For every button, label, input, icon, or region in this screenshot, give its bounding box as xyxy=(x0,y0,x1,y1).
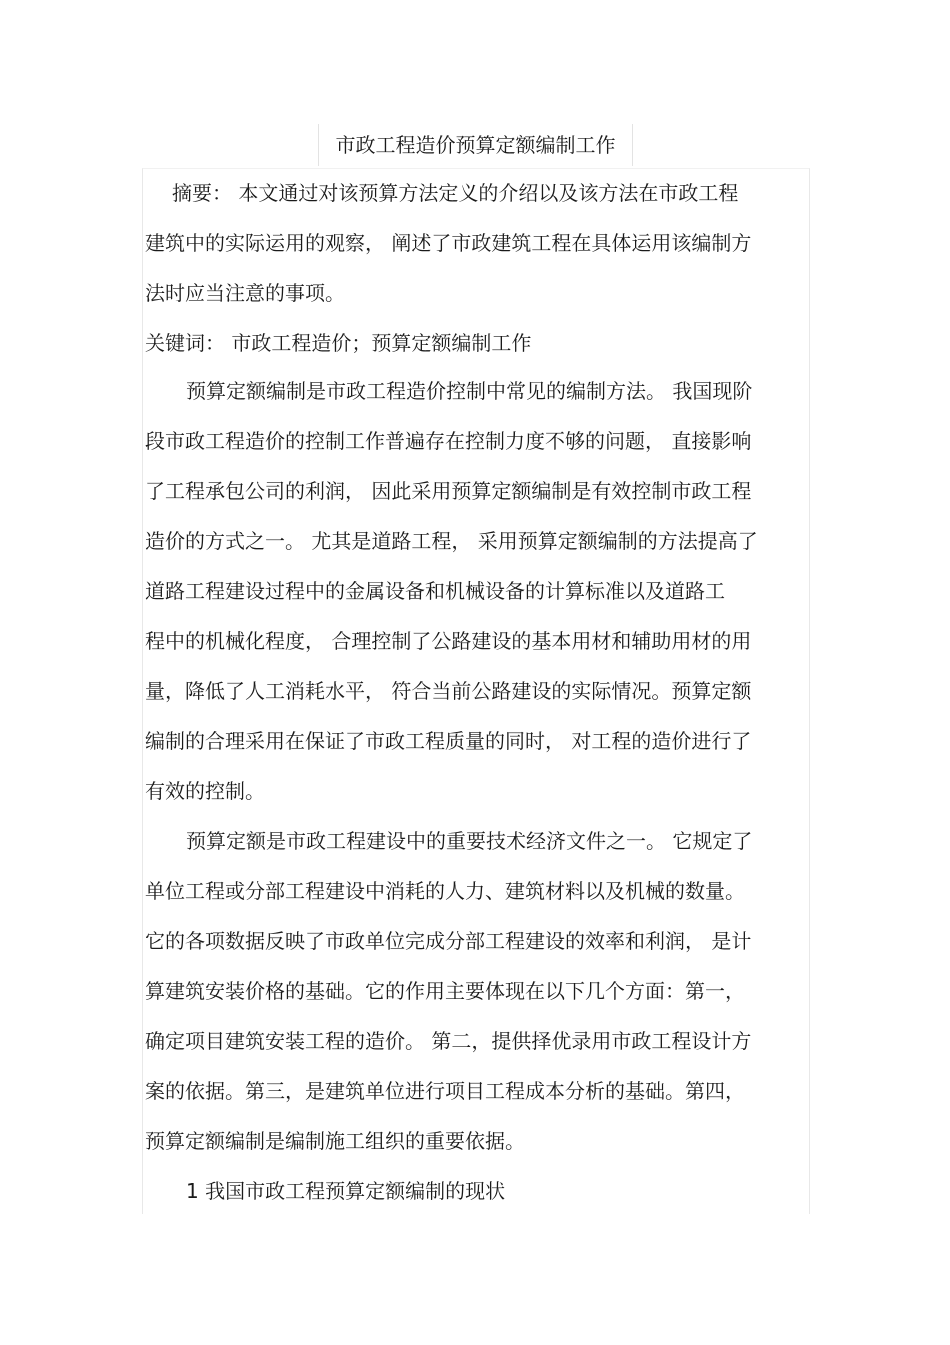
keywords-line: 关键词： 市政工程造价；预算定额编制工作 xyxy=(145,331,532,355)
paragraph1-line-5: 道路工程建设过程中的金属设备和机械设备的计算标准以及道路工 xyxy=(145,579,725,603)
paragraph2-line-7: 预算定额编制是编制施工组织的重要依据。 xyxy=(145,1129,525,1153)
paragraph2-line-6: 案的依据。第三，是建筑单位进行项目工程成本分析的基础。第四， xyxy=(145,1079,745,1103)
paragraph1-line-1: 预算定额编制是市政工程造价控制中常见的编制方法。 我国现阶 xyxy=(186,379,753,403)
section-heading: 1 我国市政工程预算定额编制的现状 xyxy=(186,1179,506,1203)
title-box xyxy=(318,124,633,166)
paragraph1-line-6: 程中的机械化程度， 合理控制了公路建设的基本用材和辅助用材的用 xyxy=(145,629,752,653)
paragraph2-line-5: 确定项目建筑安装工程的造价。 第二，提供择优录用市政工程设计方 xyxy=(145,1029,752,1053)
paragraph1-line-2: 段市政工程造价的控制工作普遍存在控制力度不够的问题， 直接影响 xyxy=(145,429,752,453)
paragraph2-line-1: 预算定额是市政工程建设中的重要技术经济文件之一。 它规定了 xyxy=(186,829,753,853)
abstract-line-1: 摘要： 本文通过对该预算方法定义的介绍以及该方法在市政工程 xyxy=(172,181,739,205)
document-title: 市政工程造价预算定额编制工作 xyxy=(335,133,616,157)
paragraph1-line-4: 造价的方式之一。 尤其是道路工程， 采用预算定额编制的方法提高了 xyxy=(145,529,758,553)
paragraph2-line-4: 算建筑安装价格的基础。它的作用主要体现在以下几个方面：第一， xyxy=(145,979,745,1003)
paragraph1-line-9: 有效的控制。 xyxy=(145,779,265,803)
paragraph2-line-3: 它的各项数据反映了市政单位完成分部工程建设的效率和利润， 是计 xyxy=(145,929,752,953)
abstract-line-2: 建筑中的实际运用的观察， 阐述了市政建筑工程在具体运用该编制方 xyxy=(145,231,752,255)
paragraph1-line-7: 量，降低了人工消耗水平， 符合当前公路建设的实际情况。预算定额 xyxy=(145,679,752,703)
abstract-line-3: 法时应当注意的事项。 xyxy=(145,281,345,305)
paragraph1-line-3: 了工程承包公司的利润， 因此采用预算定额编制是有效控制市政工程 xyxy=(145,479,752,503)
paragraph1-line-8: 编制的合理采用在保证了市政工程质量的同时， 对工程的造价进行了 xyxy=(145,729,752,753)
paragraph2-line-2: 单位工程或分部工程建设中消耗的人力、建筑材料以及机械的数量。 xyxy=(145,879,745,903)
